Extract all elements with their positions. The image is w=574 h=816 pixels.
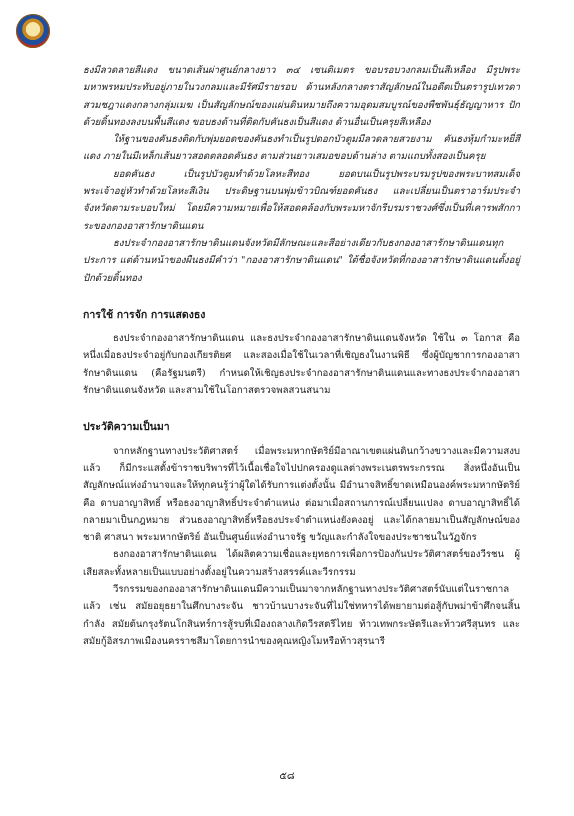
section-flag-usage (83, 330, 520, 399)
section-flag-description (83, 62, 520, 287)
section-history (83, 443, 520, 651)
paragraph: ธงประจำกองอาสารักษาดินแดน และธงประจำกองอาสารักษาดินแดนจังหวัด ใช้ใน ๓ โอกาส คือ หนึ่งเมื่อธงประจำอยู่กับกองเกียรติยศ และสองเมื่อใช้ในเวลาที่เชิญธงในงานพิธี ซึ่งผู้บัญชาการกองอาสารักษาดินแดน (คือรัฐมนตรี) กำหนดให้เชิญธงประจำกองอาสารักษาดินแดนและทางธงประจำกองอาสารักษาดินแดนจังหวัด และสามใช้ในโอกาสตรวจพลสวนสนาม (83, 333, 520, 397)
paragraph: ธงมีลวดลายสีแดง ขนาดเส้นผ่าศูนย์กลางยาว ๓๔ เซนติเมตร ขอบรอบวงกลมเป็นสีเหลือง มีรูปพระมหาพรหมประทับอยู่ภายในวงกลมและมีรัศมีรายรอบ ด้านหลังกลางตราสัญลักษณ์ในอดีตเป็นตรารูปเทวดาสวมชฎาแดงกลางกลุ่มเมฆ เป็นสัญลักษณ์ของแผ่นดินหมายถึงความอุดมสมบูรณ์ของพืชพันธุ์ธัญญาหาร ปักด้วยดิ้นทองลงบนพื้นสีแดง ขอบธงด้านที่ติดกับคันธงเป็นสีแดง ด้านอื่นเป็นครุยสีเหลือง (83, 65, 520, 128)
paragraph: จากหลักฐานทางประวัติศาสตร์ เมื่อพระมหากษัตริย์มีอาณาเขตแผ่นดินกว้างขวางและมีความสงบแล้ว ก็มีกระแสตั้งข้าราชบริพารที่ไว้เนื้อเชื่อใจไปปกครองดูแลต่างพระเนตรพระกรรณ สิ่งหนึ่งอันเป็นสัญลักษณ์แห่งอำนาจและให้ทุกคนรู้ว่าผู้ใดได้รับการแต่งตั้งนั้น มีอำนาจสิทธิ์ขาดเหมือนองค์พระมหากษัตริย์ คือ ดาบอาญาสิทธิ์ หรือธงอาญาสิทธิ์ประจำตำแหน่ง ต่อมาเมื่อสถานการณ์เปลี่ยนแปลง ดาบอาญาสิทธิ์ได้กลายมาเป็นกฎหมาย ส่วนธงอาญาสิทธิ์หรือธงประจำตำแหน่งยังคงอยู่ และได้กลายมาเป็นสัญลักษณ์ของชาติ ศาสนา พระมหากษัตริย์ อันเป็นศูนย์แห่งอำนาจรัฐ ขวัญและกำลังใจของประชาชนในวัฏจักร (83, 445, 520, 544)
page-number: ๕๘ (279, 771, 295, 782)
paragraph: ให้ฐานของคันธงติดกับพุ่มยอดของคันธงทำเป็นรูปดอกบัวตูมมีลวดลายสวยงาม คันธงหุ้มกำมะหยี่สีแดง ภายในมีเหล็กเส้นยาวสอดตลอดคันธง ตามส่วนยาวเสมอขอบด้านล่าง ตามแถบทั้งสองเป็นครุย (83, 134, 520, 163)
paragraph: ยอดคันธง เป็นรูปบัวตูมทำด้วยโลหะสีทอง ยอดบนเป็นรูปพระบรมรูปของพระบาทสมเด็จพระเจ้าอยู่หัวทำด้วยโลหะสีเงิน ประดิษฐานบนพุ่มข้าวบิณฑ์ยอดคันธง และเปลี่ยนเป็นตราอาร์มประจำจังหวัดตามระบอบใหม่ โดยมีความหมายเพื่อให้สอดคล้องกับพระมหาจักรีบรมราชวงศ์ซึ่งเป็นที่เคารพสักการะของกองอาสารักษาดินแดน (83, 168, 520, 232)
paragraph: ธงประจำกองอาสารักษาดินแดนจังหวัดมีลักษณะและสีอย่างเดียวกับธงกองอาสารักษาดินแดนทุกประการ แต่ด้านหน้าของผืนธงมีคำว่า "กองอาสารักษาดินแดน" ใต้ชื่อจังหวัดที่กองอาสารักษาดินแดนตั้งอยู่ ปักด้วยดิ้นทอง (83, 237, 520, 284)
emblem-logo (16, 14, 50, 48)
paragraph: วีรกรรมของกองอาสารักษาดินแดนมีความเป็นมาจากหลักฐานทางประวัติศาสตร์นับแต่ในราชกาลแล้ว เช่น สมัยอยุธยาในศึกบางระจัน ชาวบ้านบางระจันที่ไม่ใช่ทหารได้พยายามต่อสู้กับพม่าข้าศึกจนสิ้นกำลัง สมัยต้นกรุงรัตนโกสินทร์การสู้รบที่เมืองถลางเกิดวีรสตรีไทย ท้าวเทพกระษัตรีและท้าวศรีสุนทร และสมัยกู้อิสรภาพเมืองนครราชสีมาโดยการนำของคุณหญิงโมหรือท้าวสุรนารี (83, 584, 520, 647)
document-body (83, 62, 520, 650)
paragraph: ธงกองอาสารักษาดินแดน ได้ผลิตความเชื่อและยุทธการเพื่อการป้องกันประวัติศาสตร์ของวีรชน ผู้เสียสละทั้งหลายเป็นแบบอย่างตั้งอยู่ในความสร้างสรรค์และวีรกรรม (83, 549, 520, 578)
section-heading-history: ประวัติความเป็นมา (83, 421, 170, 434)
section-heading-flag-usage: การใช้ การจัก การแสดงธง (83, 308, 206, 321)
